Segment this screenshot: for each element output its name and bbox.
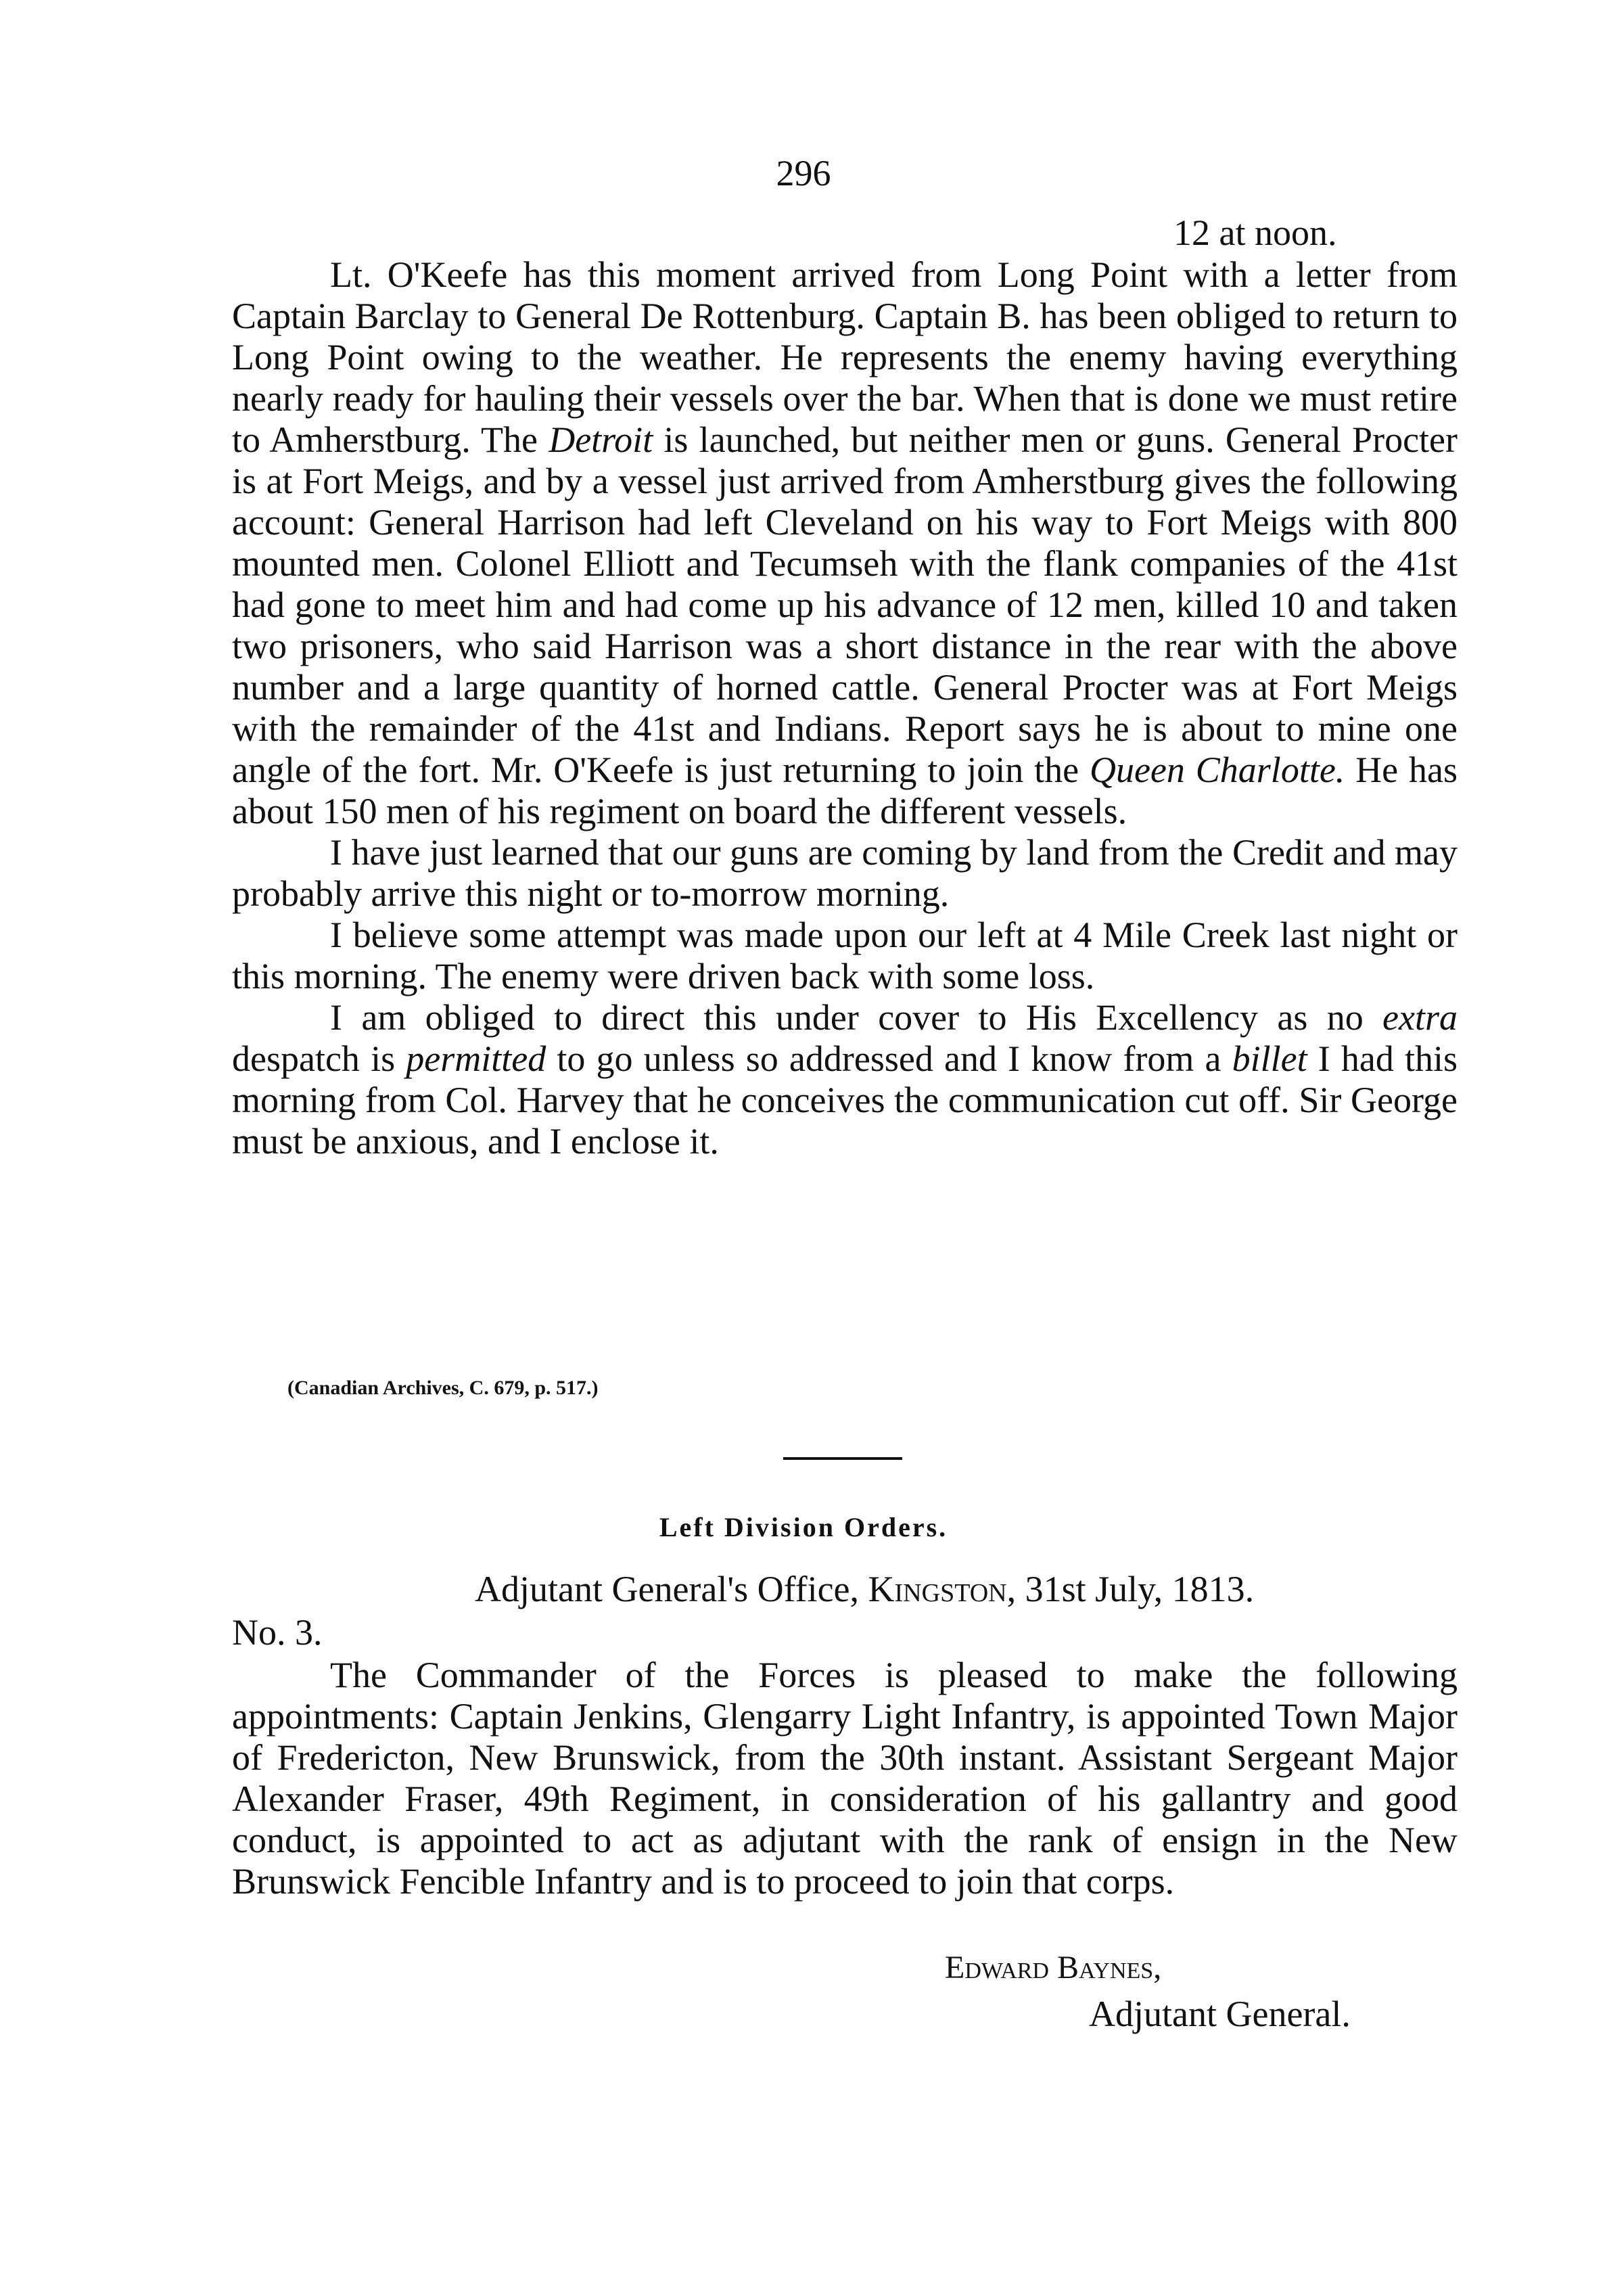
orders-body [232, 1655, 1458, 1902]
emphasis-permitted: permitted [406, 1038, 546, 1079]
office-dateline-text-a: Adjutant General's Office, [475, 1569, 868, 1609]
order-number: No. 3. [232, 1612, 323, 1653]
office-dateline-text-b: , 31st July, 1813. [1006, 1569, 1255, 1609]
letter-paragraph-4-text-e: to go unless so addressed and I know from a [546, 1038, 1232, 1079]
letter-paragraph-4-text-g: I had this morning from Col. Harvey that he conceives the communication cut off. Sir George must be anxious, and I enclose it. [232, 1038, 1458, 1162]
orders-heading: Left Division Orders. [659, 1512, 948, 1542]
letter-body [232, 254, 1458, 1162]
signature-name: Edward Baynes, [945, 1950, 1162, 1985]
letter-paragraph-1 [232, 254, 1458, 832]
ship-name-queen-charlotte: Queen Charlotte. [1089, 750, 1345, 790]
ship-name-detroit: Detroit [549, 419, 653, 460]
letter-paragraph-1-text-c: is launched, but neither men or guns. General Procter is at Fort Meigs, and by a vessel just arrived from Amherstburg gives the following account: General Harrison had left Cleveland on his way to Fort Meigs with 800 mounted men. Colonel Elliott and Tecumseh with the flank companies of the 41st had gone to meet him and had come up his advance of 12 men, killed 10 and taken two prisoners, who said Harrison was a short distance in the rear with the above number and a large quantity of horned cattle. General Procter was at Fort Meigs with the remainder of the 41st and Indians. Report says he is about to mine one angle of the fort. Mr. O'Keefe is just returning to join the [232, 419, 1458, 790]
letter-paragraph-2: I have just learned that our guns are coming by land from the Credit and may probably arrive this night or to-morrow morning. [232, 832, 1458, 914]
emphasis-billet: billet [1232, 1038, 1307, 1079]
signature-title: Adjutant General. [1089, 1994, 1351, 2034]
letter-paragraph-3: I believe some attempt was made upon our left at 4 Mile Creek last night or this morning. The enemy were driven back with some loss. [232, 915, 1458, 996]
letter-paragraph-4-text-c: despatch is [232, 1038, 406, 1079]
source-citation: (Canadian Archives, C. 679, p. 517.) [287, 1377, 599, 1399]
letter-paragraph-1-text-a: Lt. O'Keefe has this moment arrived from Long Point with a letter from Captain Barclay to General De Rottenburg. Captain B. has been obliged to return to Long Point owing to the weather. He represents the enemy having everything nearly ready for hauling their vessels over the bar. When that is done we must retire to Amherstburg. The [232, 254, 1458, 460]
letter-paragraph-1-text-e: He has about 150 men of his regiment on board the different vessels. [232, 750, 1458, 831]
orders-paragraph: The Commander of the Forces is pleased to make the following appointments: Captain Jenkins, Glengarry Light Infantry, is appointed Town Major of Fredericton, New Brunswick, from the 30th instant. Assistant Sergeant Major Alexander Fraser, 49th Regiment, in consideration of his gallantry and good conduct, is appointed to act as adjutant with the rank of ensign in the New Brunswick Fencible Infantry and is to proceed to join that corps. [232, 1655, 1458, 1902]
emphasis-extra: extra [1382, 997, 1458, 1038]
letter-paragraph-4-text-a: I am obliged to direct this under cover to His Excellency as no [330, 997, 1383, 1038]
office-dateline [475, 1568, 1254, 1610]
letter-paragraph-4 [232, 997, 1458, 1162]
office-place: Kingston [868, 1569, 1007, 1609]
time-line: 12 at noon. [1173, 212, 1337, 253]
section-divider [783, 1457, 902, 1460]
page-number: 296 [776, 153, 831, 193]
